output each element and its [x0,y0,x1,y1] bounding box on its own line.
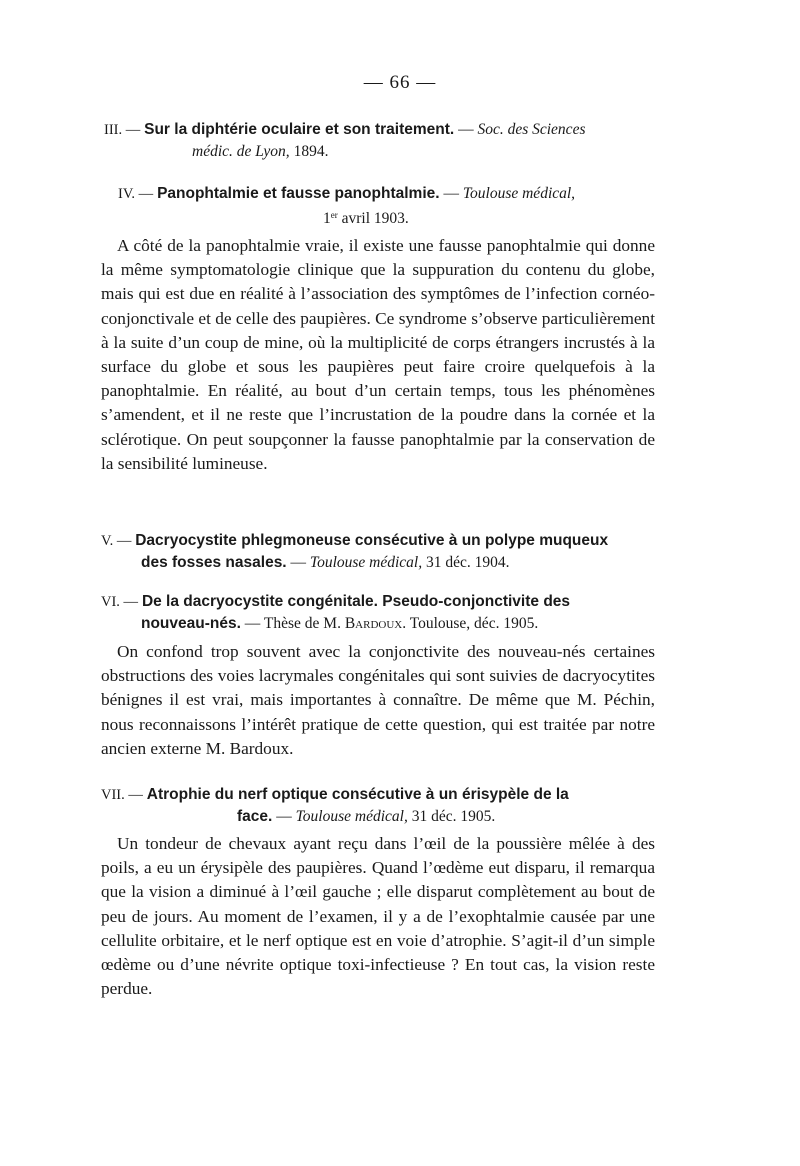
entry-title: Sur la diphtérie oculaire et son traitement. [144,121,455,138]
entry-dash: — [276,808,292,825]
entry-source: Toulouse médical, [295,808,408,825]
entry-source-cont: médic. de Lyon, [192,143,290,160]
entry-continuation [101,806,657,827]
entry-date: 31 déc. 1905. [411,808,496,825]
entry-dash: — [443,185,459,202]
entry-number: IV. — [118,186,154,202]
entry-continuation [118,205,653,229]
bibliography-entry-4 [118,183,653,229]
entry-date: 1894. [293,143,329,160]
entry-continuation [104,141,656,162]
bibliography-entry-7 [101,784,657,827]
bibliography-entry-5 [101,530,657,573]
entry-title-cont: des fosses nasales. [141,554,287,571]
entry-title-cont: face. [237,808,273,825]
entry-title-cont: nouveau-nés. [141,615,241,632]
entry-source: Soc. des Sciences [477,121,586,138]
entry-number: III. — [104,122,141,138]
paragraph-atrophie: Un tondeur de chevaux ayant reçu dans l’œil de la poussière mêlée à des poils, a eu un érysipèle des paupières. Quand l’œdème eut disparu, il remarqua que la vision a diminué à l’œil gauche ; elle disparut complètement au bout de peu de jours. Au moment de l’examen, il y a de l’exophtalmie causée par une cellulite orbitaire, et le nerf optique est en voie d’atrophie. S’agit-il d’un simple œdème ou d’une névrite optique toxi-infectieuse ? En tout cas, la vision reste perdue. [101,834,655,999]
entry-title: Atrophie du nerf optique consécutive à un érisypèle de la [146,786,569,803]
entry-continuation [101,552,657,573]
entry-date: avril 1903. [341,210,409,227]
bibliography-entry-6 [101,591,657,634]
paragraph-conjonctivite: On confond trop souvent avec la conjonctivite des nouveau-nés certaines obstructions des voies lacrymales congénitales qui sont suivies de dacryocytites bénignes il est vrai, mais importantes à connaître. De même que M. Péchin, nous reconnaissons l’intérêt pratique de cette question, qui est traitée par notre ancien externe M. Bardoux. [101,642,655,758]
entry-title: Panophtalmie et fausse panophtalmie. [157,185,440,202]
entry-continuation [101,613,657,634]
entry-source-plain: Thèse de M. [263,615,341,632]
entry-author: Bardoux [344,615,403,632]
entry-date: . Toulouse, déc. 1905. [402,615,539,632]
entry-source: Toulouse médical, [309,554,423,571]
paragraph-panophtalmie: A côté de la panophtalmie vraie, il existe une fausse panophtalmie qui donne la même symptomatologie clinique que la suppuration du contenu du globe, mais qui est due en réalité à l’association des symptômes de l’infection cornéo-conjonctivale et de celle des paupières. Ce syndrome s’observe particulièrement à la suite d’un coup de mine, où la multiplicité de corps étrangers incrustés à la surface du globe et sous les paupières peut faire croire quelquefois à la panophtalmie. En réalité, au bout d’un certain temps, tous les phénomènes s’amendent, et il ne reste que l’incrustation de la poudre dans la cornée et la sclérotique. On peut soupçonner la fausse panophtalmie par la conservation de la sensibilité lumineuse. [101,236,655,473]
entry-dash: — [244,615,261,632]
entry-number: V. — [101,533,132,549]
entry-number: VII. — [101,787,143,803]
page-number: — 66 — [363,72,437,93]
entry-date-day: 1 [323,210,331,227]
entry-title: De la dacryocystite congénitale. Pseudo-conjonctivite des [141,593,571,610]
entry-date: 31 déc. 1904. [425,554,510,571]
bibliography-entry-3 [104,119,656,162]
entry-title: Dacryocystite phlegmoneuse consécutive à un polype muqueux [135,532,609,549]
entry-number: VI. — [101,594,139,610]
entry-dash: — [290,554,306,571]
entry-dash: — [458,121,474,138]
entry-source: Toulouse médical, [462,185,576,202]
entry-date-sup: er [330,210,338,220]
